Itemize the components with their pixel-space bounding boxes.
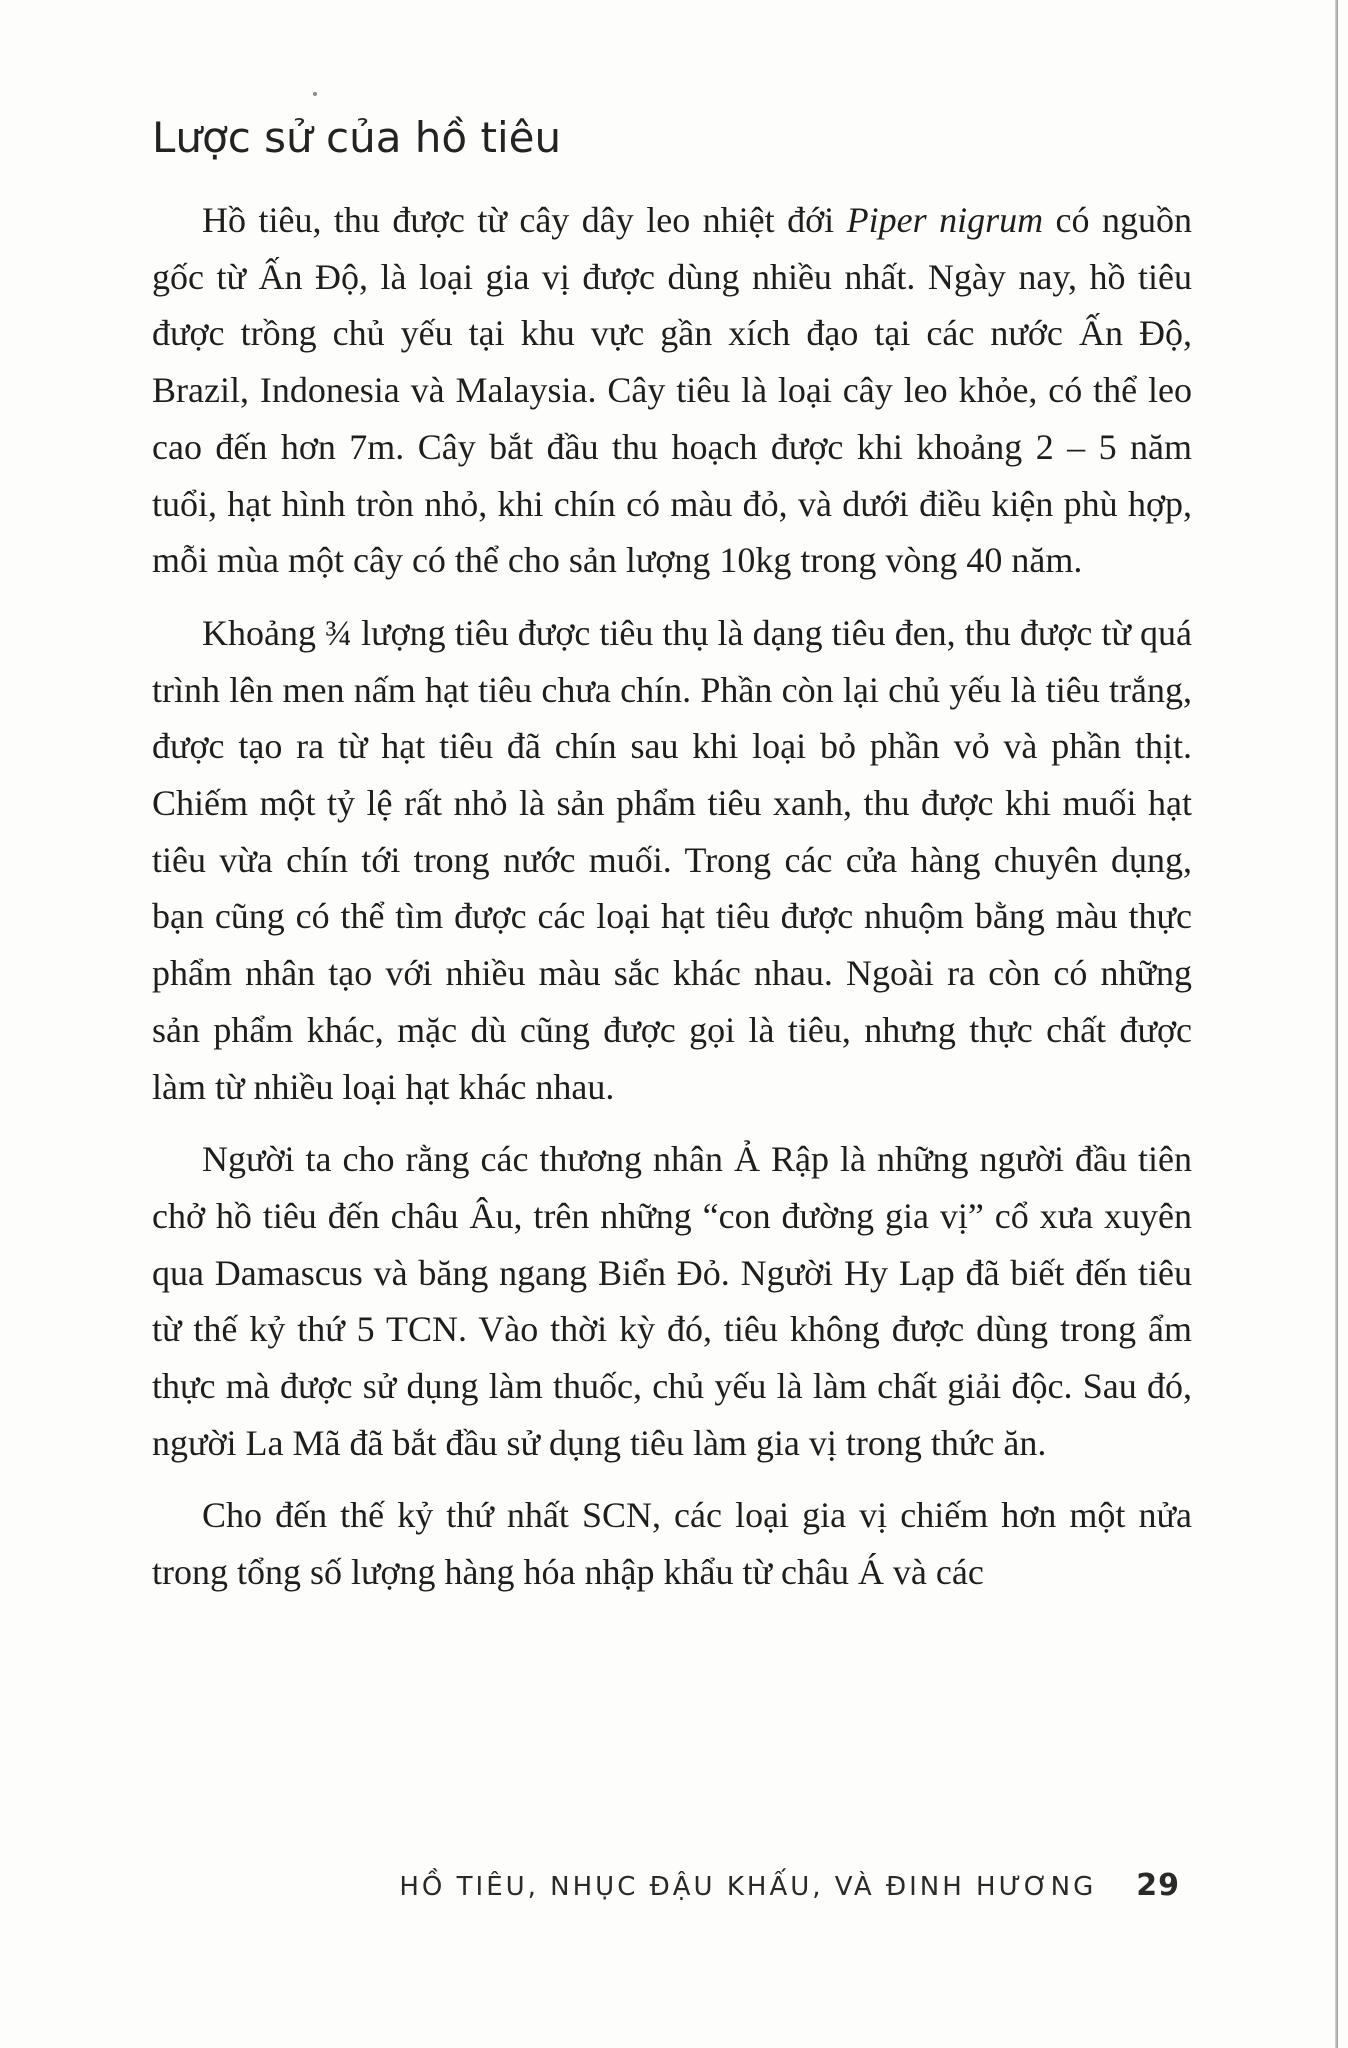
paragraph-1-text-start: Hồ tiêu, thu được từ cây dây leo nhiệt đới xyxy=(202,200,847,240)
paragraph-1-text-end: có nguồn gốc từ Ấn Độ, là loại gia vị được dùng nhiều nhất. Ngày nay, hồ tiêu được trồng chủ yếu tại khu vực gần xích đạo tại các nước Ấn Độ, Brazil, Indonesia và Malaysia. Cây tiêu là loại cây leo khỏe, có thể leo cao đến hơn 7m. Cây bắt đầu thu hoạch được khi khoảng 2 – 5 năm tuổi, hạt hình tròn nhỏ, khi chín có màu đỏ, và dưới điều kiện phù hợp, mỗi mùa một cây có thể cho sản lượng 10kg trong vòng 40 năm. xyxy=(152,200,1193,581)
running-title: HỒ TIÊU, NHỤC ĐẬU KHẤU, VÀ ĐINH HƯƠNG xyxy=(399,1872,1097,1902)
paragraph-1 xyxy=(152,192,1192,589)
body-text xyxy=(152,192,1192,1601)
species-name: Piper nigrum xyxy=(846,200,1044,240)
section-heading: Lược sử của hồ tiêu xyxy=(152,113,562,162)
paragraph-2: Khoảng ¾ lượng tiêu được tiêu thụ là dạng tiêu đen, thu được từ quá trình lên men nấm hạt tiêu chưa chín. Phần còn lại chủ yếu là tiêu trắng, được tạo ra từ hạt tiêu đã chín sau khi loại bỏ phần vỏ và phần thịt. Chiếm một tỷ lệ rất nhỏ là sản phẩm tiêu xanh, thu được khi muối hạt tiêu vừa chín tới trong nước muối. Trong các cửa hàng chuyên dụng, bạn cũng có thể tìm được các loại hạt tiêu được nhuộm bằng màu thực phẩm nhân tạo với nhiều màu sắc khác nhau. Ngoài ra còn có những sản phẩm khác, mặc dù cũng được gọi là tiêu, nhưng thực chất được làm từ nhiều loại hạt khác nhau. xyxy=(152,612,1192,1107)
page-edge xyxy=(1335,0,1338,2048)
page-footer xyxy=(399,1868,1180,1916)
paragraph-4: Cho đến thế kỷ thứ nhất SCN, các loại gia vị chiếm hơn một nửa trong tổng số lượng hàng hóa nhập khẩu từ châu Á và các xyxy=(152,1495,1192,1593)
paragraph-3: Người ta cho rằng các thương nhân Ả Rập là những người đầu tiên chở hồ tiêu đến châu Âu, trên những “con đường gia vị” cổ xưa xuyên qua Damascus và băng ngang Biển Đỏ. Người Hy Lạp đã biết đến tiêu từ thế kỷ thứ 5 TCN. Vào thời kỳ đó, tiêu không được dùng trong ẩm thực mà được sử dụng làm thuốc, chủ yếu là làm chất giải độc. Sau đó, người La Mã đã bắt đầu sử dụng tiêu làm gia vị trong thức ăn. xyxy=(152,1139,1192,1463)
page-number: 29 xyxy=(1136,1868,1180,1903)
print-speck xyxy=(313,92,317,96)
